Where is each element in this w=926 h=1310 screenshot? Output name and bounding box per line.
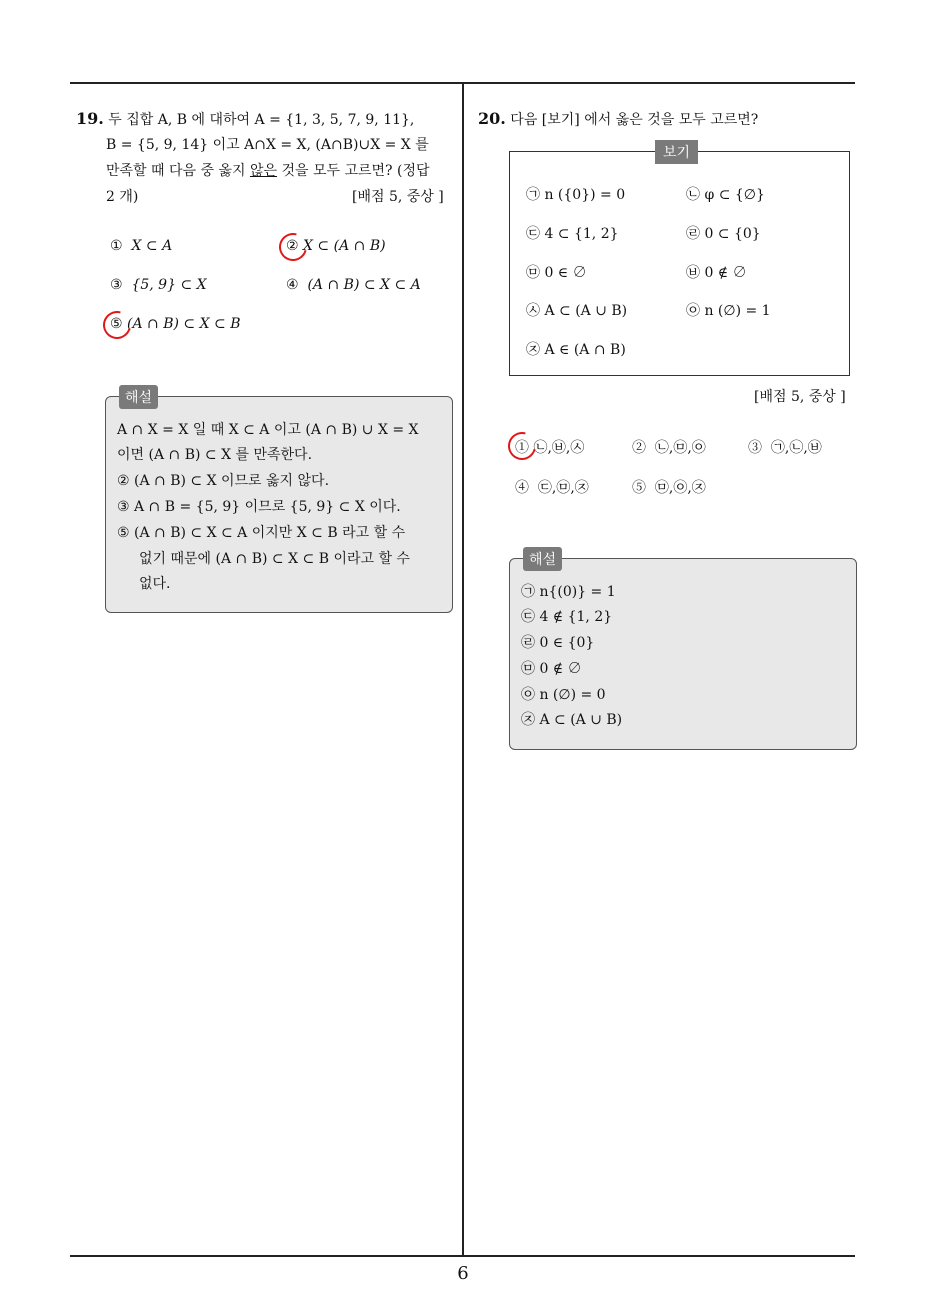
answer-mark-circle: [274, 228, 312, 266]
option-text: ㉢,㉤,㉨: [537, 480, 589, 496]
bogi-item: ㉨ A ∈ (A ∩ B): [526, 342, 626, 358]
q19-explanation-line: A ∩ X = X 일 때 X ⊂ A 이고 (A ∩ B) ∪ X = X: [117, 422, 419, 438]
q20-explanation-line: ㉢ 4 ∉ {1, 2}: [521, 609, 613, 625]
option-text: ㉡,㉥,㉦: [533, 440, 585, 456]
option-text: (A ∩ B) ⊂ X ⊂ B: [127, 316, 241, 332]
bottom-rule: [70, 1255, 855, 1257]
q19-option-1[interactable]: [110, 238, 172, 254]
q19-text-1: 두 집합 A, B 에 대하여 A = {1, 3, 5, 7, 9, 11},: [108, 112, 415, 128]
q19-number: 19.: [76, 109, 104, 128]
bogi-item: ㉧ n (∅) = 1: [686, 303, 771, 319]
q20-explanation-line: ㉤ 0 ∉ ∅: [521, 661, 582, 677]
bogi-item: ㉠ n ({0}) = 0: [526, 187, 626, 203]
option-number: ③: [748, 440, 762, 456]
bogi-item: ㉥ 0 ∉ ∅: [686, 265, 747, 281]
answer-mark-circle: [98, 306, 136, 344]
q19-explanation-line: 이면 (A ∩ B) ⊂ X 를 만족한다.: [117, 447, 313, 463]
option-text: ㉠,㉡,㉥: [770, 440, 822, 456]
bogi-item: ㉡ φ ⊂ {∅}: [686, 187, 765, 203]
q20-option-5[interactable]: [632, 477, 706, 497]
bogi-item: ㉢ 4 ⊂ {1, 2}: [526, 226, 619, 242]
q19-text-3a: 만족할 때 다음 중 옳지: [106, 163, 250, 179]
q19-option-4[interactable]: [286, 277, 421, 293]
q20-option-4[interactable]: [515, 477, 589, 497]
option-text: ㉤,㉧,㉨: [654, 480, 706, 496]
option-text: X ⊂ (A ∩ B): [303, 238, 386, 254]
option-text: {5, 9} ⊂ X: [131, 277, 207, 293]
option-number: ①: [110, 238, 123, 254]
option-text: X ⊂ A: [131, 238, 173, 254]
q19-line-1: [76, 109, 414, 129]
option-number: ②: [286, 238, 299, 254]
q20-explanation-line: ㉧ n (∅) = 0: [521, 687, 606, 703]
q19-score-meta: [배점 5, 중상 ]: [352, 189, 444, 205]
q20-bogi-tag: 보기: [655, 140, 698, 164]
option-number: ③: [110, 277, 123, 293]
q19-explanation-line: ⑤ (A ∩ B) ⊂ X ⊂ A 이지만 X ⊂ B 라고 할 수: [117, 525, 406, 541]
option-number: ①: [515, 440, 529, 456]
bogi-item: ㉦ A ⊂ (A ∪ B): [526, 303, 628, 319]
q19-text-3b: 것을 모두 고르면? (정답: [277, 163, 430, 179]
q20-explanation-tag: 해설: [523, 547, 562, 571]
q20-option-2[interactable]: [632, 437, 706, 457]
option-number: ②: [632, 440, 646, 456]
bogi-item: ㉤ 0 ∈ ∅: [526, 265, 587, 281]
option-number: ⑤: [632, 480, 646, 496]
q19-explanation-tag: 해설: [119, 385, 158, 409]
answer-mark-circle: [503, 427, 541, 465]
q19-explanation-line: 없기 때문에 (A ∩ B) ⊂ X ⊂ B 이라고 할 수: [139, 551, 410, 567]
q19-explanation-line: ② (A ∩ B) ⊂ X 이므로 옳지 않다.: [117, 473, 330, 489]
q20-number: 20.: [478, 109, 506, 128]
q19-line-3: [106, 160, 430, 180]
bogi-item: ㉣ 0 ⊂ {0}: [686, 226, 761, 242]
q19-explanation-line: 없다.: [139, 576, 171, 592]
option-text: ㉡,㉤,㉧: [654, 440, 706, 456]
option-number: ④: [515, 480, 529, 496]
q20-question: 다음 [보기] 에서 옳은 것을 모두 고르면?: [510, 112, 759, 128]
q19-underlined-word: 않은: [249, 163, 278, 179]
q20-explanation-line: ㉣ 0 ∈ {0}: [521, 635, 595, 651]
q20-line-1: [478, 109, 758, 129]
q19-explanation-line: ③ A ∩ B = {5, 9} 이므로 {5, 9} ⊂ X 이다.: [117, 499, 401, 515]
page-number: 6: [457, 1263, 469, 1284]
q20-explanation-line: ㉨ A ⊂ (A ∪ B): [521, 712, 623, 728]
q19-line-4: 2 개): [106, 189, 139, 205]
option-number: ④: [286, 277, 299, 293]
q19-line-2: B = {5, 9, 14} 이고 A∩X = X, (A∩B)∪X = X 를: [106, 137, 429, 153]
q19-option-3[interactable]: [110, 277, 207, 293]
column-divider: [462, 82, 464, 1256]
option-number: ⑤: [110, 316, 123, 332]
q20-option-3[interactable]: [748, 437, 822, 457]
q20-explanation-line: ㉠ n{(0)} = 1: [521, 584, 616, 600]
option-text: (A ∩ B) ⊂ X ⊂ A: [307, 277, 421, 293]
q20-score-meta: [배점 5, 중상 ]: [754, 389, 846, 405]
